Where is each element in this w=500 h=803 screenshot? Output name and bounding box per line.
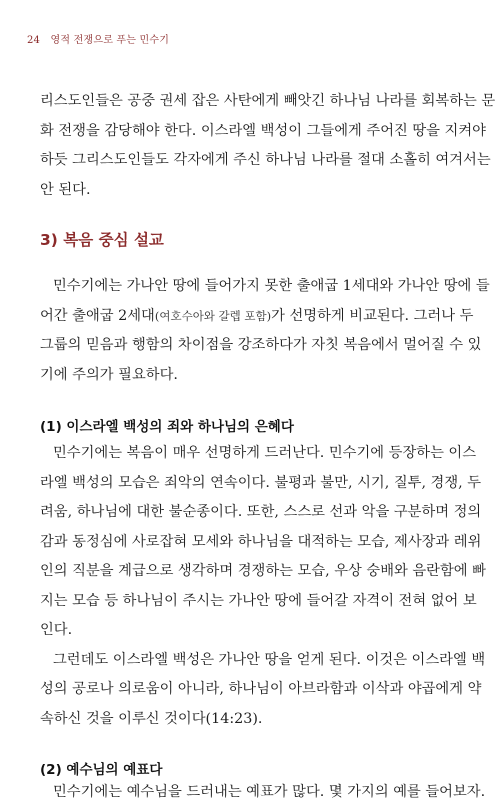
para4-line: 성의 공로나 의로움이 아니라, 하나님이 아브라함과 이삭과 야곱에게 약 [40, 681, 482, 697]
para2-line: 민수기에는 가나안 땅에 들어가지 못한 출애굽 1세대와 가나안 땅에 들 [53, 278, 490, 294]
running-title: 영적 전쟁으로 푸는 민수기 [50, 35, 170, 46]
subsection-title: (2) 예수님의 예표다 [40, 762, 163, 778]
para1-line: 하듯 그리스도인들도 각자에게 주신 하나님 나라를 절대 소홀히 여겨서는 [40, 152, 491, 168]
para1-line: 리스도인들은 공중 권세 잡은 사탄에게 빼앗긴 하나님 나라를 회복하는 문 [40, 93, 496, 109]
running-header [27, 31, 169, 46]
para2-line [40, 306, 474, 326]
para3-line: 민수기에는 복음이 매우 선명하게 드러난다. 민수기에 등장하는 이스 [53, 445, 477, 461]
page-number: 24 [27, 35, 41, 46]
para4-line: 속하신 것을 이루신 것이다(14:23). [40, 711, 263, 727]
para3-line: 려움, 하나님에 대한 불순종이다. 또한, 스스로 선과 악을 구분하며 정의 [40, 504, 482, 520]
para3-line: 인의 직분을 계급으로 생각하며 경쟁하는 모습, 우상 숭배와 음란함에 빠 [40, 563, 486, 579]
para5-line: 민수기에는 예수님을 드러내는 예표가 많다. 몇 가지의 예를 들어보자. [53, 784, 486, 800]
para1-line: 화 전쟁을 감당해야 한다. 이스라엘 백성이 그들에게 주어진 땅을 지켜야 [40, 123, 486, 139]
section-title: 3) 복음 중심 설교 [40, 231, 164, 249]
parenthetical-note: (여호수아와 갈렙 포함) [154, 309, 272, 323]
para3-line: 인다. [40, 622, 73, 638]
para1-line: 안 된다. [40, 182, 91, 198]
para2-line: 그룹의 믿음과 행함의 차이점을 강조하다가 자칫 복음에서 멀어질 수 있 [40, 337, 482, 353]
para3-line: 라엘 백성의 모습은 죄악의 연속이다. 불평과 불만, 시기, 질투, 경쟁, 두 [40, 475, 482, 491]
para4-line: 그런데도 이스라엘 백성은 가나안 땅을 얻게 된다. 이것은 이스라엘 백 [53, 652, 486, 668]
para3-line: 지는 모습 등 하나님이 주시는 가나안 땅에 들어갈 자격이 전혀 없어 보 [40, 593, 477, 609]
para2-line: 기에 주의가 필요하다. [40, 367, 178, 383]
subsection-title: (1) 이스라엘 백성의 죄와 하나님의 은혜다 [40, 419, 294, 435]
para3-line: 감과 동정심에 사로잡혀 모세와 하나님을 대적하는 모습, 제사장과 레위 [40, 534, 482, 550]
para2-text: 가 선명하게 비교된다. 그러나 두 [271, 308, 474, 324]
para2-text: 어간 출애굽 2세대 [40, 308, 155, 324]
